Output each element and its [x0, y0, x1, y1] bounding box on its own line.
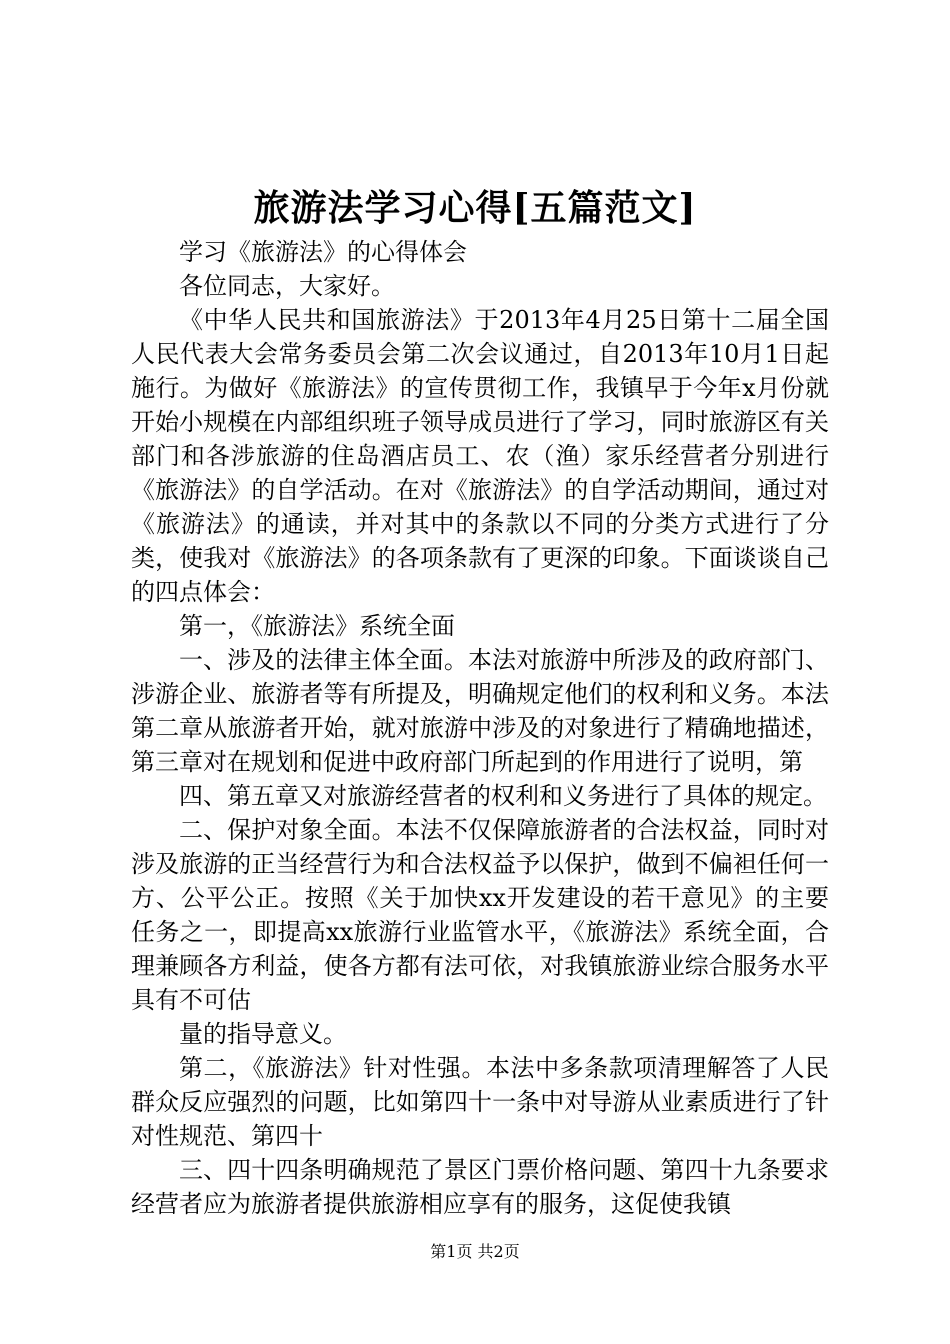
paragraph: 第二，《旅游法》针对性强。本法中多条款项清理解答了人民群众反应强烈的问题，比如第四十一条中对导游从业素质进行了针对性规范、第四十	[131, 1054, 829, 1150]
paragraph: 学习《旅游法》的心得体会	[179, 238, 467, 266]
paragraph: 《中华人民共和国旅游法》于2013年4月25日第十二届全国人民代表大会常务委员会第二次会议通过，自2013年10月1日起施行。为做好《旅游法》的宣传贯彻工作，我镇早于今年x月份就开始小规模在内部组织班子领导成员进行了学习，同时旅游区有关部门和各涉旅游的住岛酒店员工、农（渔）家乐经营者分别进行《旅游法》的自学活动。在对《旅游法》的自学活动期间，通过对《旅游法》的通读，并对其中的条款以不同的分类方式进行了分类，使我对《旅游法》的各项条款有了更深的印象。下面谈谈自己的四点体会：	[131, 306, 829, 606]
page-number-footer: 第1页 共2页	[430, 1242, 520, 1261]
document-body	[131, 235, 829, 1221]
paragraph: 量的指导意义。	[179, 1020, 347, 1048]
paragraph: 第一，《旅游法》系统全面	[179, 612, 455, 640]
paragraph: 二、保护对象全面。本法不仅保障旅游者的合法权益，同时对涉及旅游的正当经营行为和合法权益予以保护，做到不偏袒任何一方、公平公正。按照《关于加快xx开发建设的若干意见》的主要任务之一，即提高xx旅游行业监管水平，《旅游法》系统全面，合理兼顾各方利益，使各方都有法可依，对我镇旅游业综合服务水平具有不可估	[131, 816, 829, 1014]
paragraph: 各位同志，大家好。	[179, 272, 395, 300]
document-title: 旅游法学习心得[五篇范文]	[253, 187, 697, 229]
paragraph: 一、涉及的法律主体全面。本法对旅游中所涉及的政府部门、涉游企业、旅游者等有所提及，明确规定他们的权利和义务。本法第二章从旅游者开始，就对旅游中涉及的对象进行了精确地描述，第三章对在规划和促进中政府部门所起到的作用进行了说明，第	[131, 646, 829, 776]
paragraph: 四、第五章又对旅游经营者的权利和义务进行了具体的规定。	[179, 782, 827, 810]
paragraph: 三、四十四条明确规范了景区门票价格问题、第四十九条要求经营者应为旅游者提供旅游相应享有的服务，这促使我镇	[131, 1156, 829, 1218]
